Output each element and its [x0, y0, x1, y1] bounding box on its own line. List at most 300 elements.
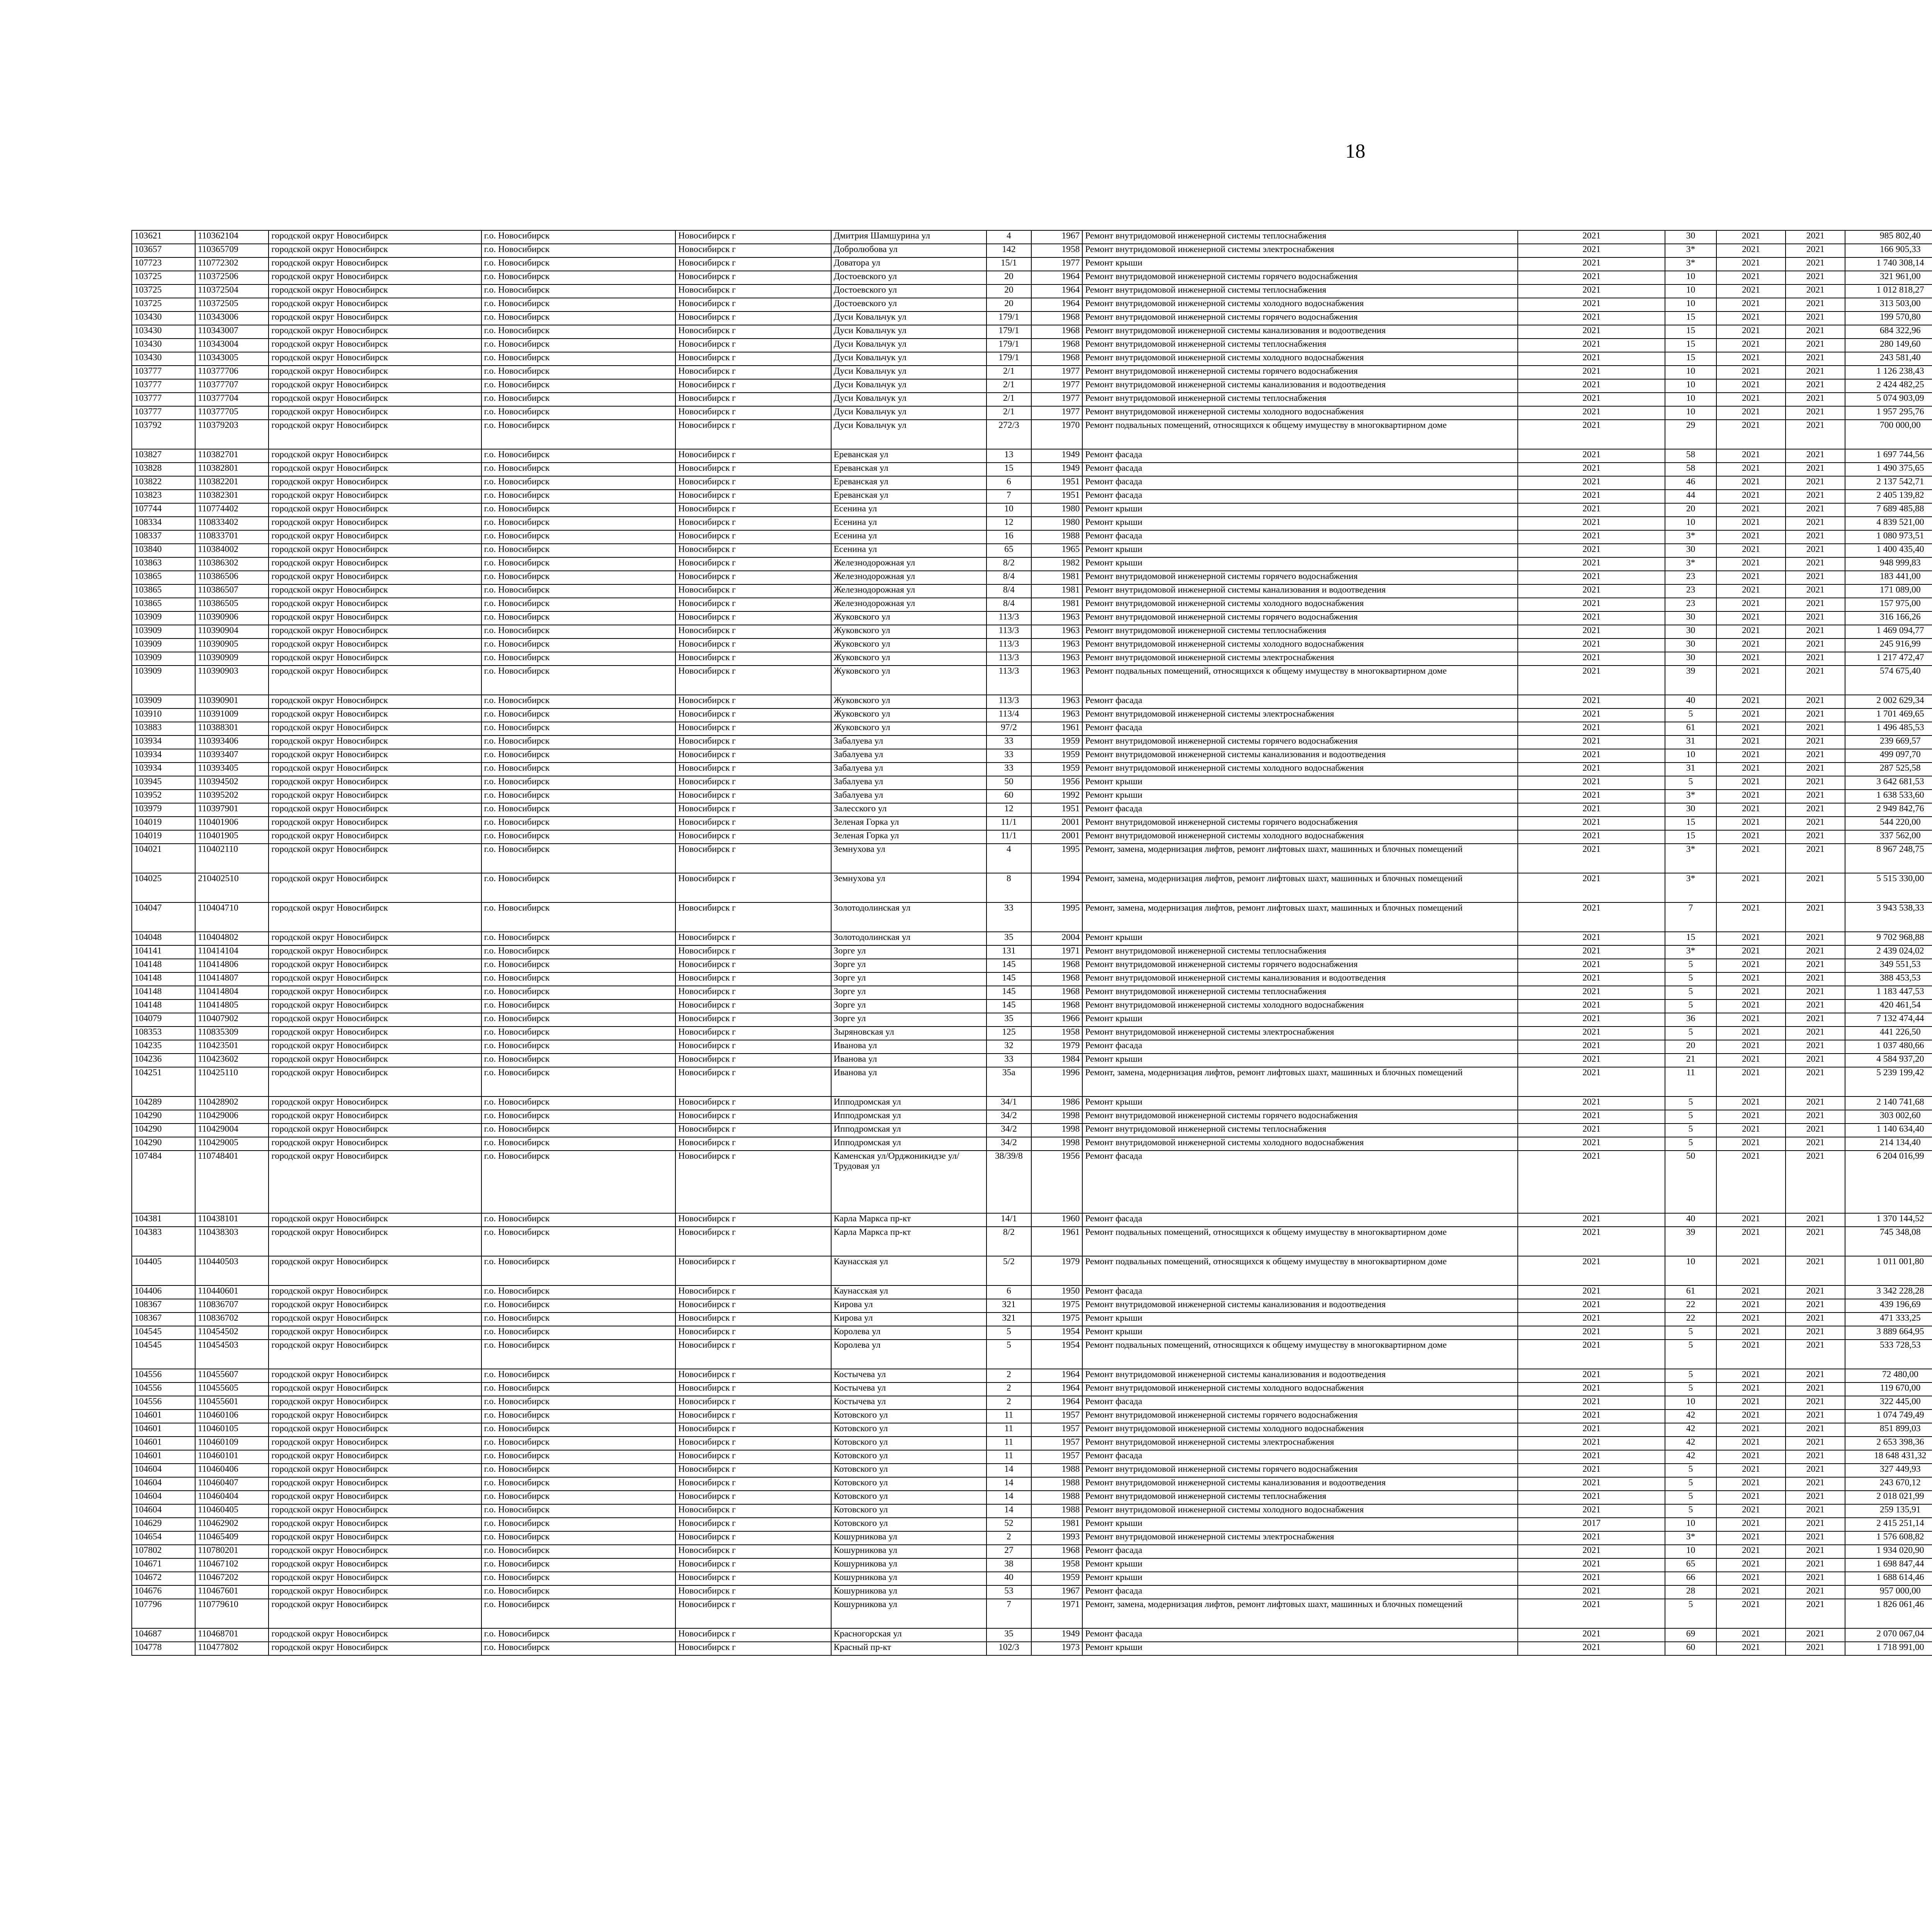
plan-year-cell: 2021 [1518, 1124, 1665, 1137]
build-year-cell: 1982 [1031, 557, 1082, 571]
build-year-cell: 1988 [1031, 1504, 1082, 1518]
wear-percent-cell: 66 [1665, 1572, 1716, 1585]
house-number-cell: 11/1 [986, 817, 1031, 830]
build-year-cell: 1980 [1031, 503, 1082, 517]
street-cell: Котовского ул [831, 1423, 986, 1437]
plan-year-cell: 2021 [1518, 463, 1665, 476]
municipality-cell: г.о. Новосибирск [481, 763, 676, 776]
street-cell: Достоевского ул [831, 271, 986, 284]
municipal-district-cell: городской округ Новосибирск [269, 1450, 481, 1464]
locality-cell: Новосибирск г [675, 844, 831, 873]
street-cell: Кошурникова ул [831, 1558, 986, 1572]
municipal-district-cell: городской округ Новосибирск [269, 959, 481, 972]
table-row [132, 379, 1932, 393]
municipal-district-cell: городской округ Новосибирск [269, 611, 481, 625]
work-id-cell: 110390904 [195, 625, 269, 638]
wear-percent-cell: 30 [1665, 652, 1716, 666]
plan-year-cell: 2021 [1518, 449, 1665, 463]
plan-year-cell: 2021 [1518, 972, 1665, 986]
house-id-cell: 104148 [132, 972, 195, 986]
house-id-cell: 108353 [132, 1027, 195, 1040]
street-cell: Иванова ул [831, 1040, 986, 1054]
end-year-cell: 2021 [1786, 1531, 1845, 1545]
wear-percent-cell: 5 [1665, 1110, 1716, 1124]
municipal-district-cell: городской округ Новосибирск [269, 945, 481, 959]
work-id-cell: 110386507 [195, 584, 269, 598]
build-year-cell: 1949 [1031, 463, 1082, 476]
table-row [132, 1410, 1932, 1423]
work-id-cell: 110460407 [195, 1477, 269, 1491]
end-year-cell: 2021 [1786, 584, 1845, 598]
house-id-cell: 104290 [132, 1110, 195, 1124]
build-year-cell: 1951 [1031, 490, 1082, 503]
municipality-cell: г.о. Новосибирск [481, 420, 676, 449]
house-number-cell: 179/1 [986, 352, 1031, 366]
municipal-district-cell: городской округ Новосибирск [269, 1369, 481, 1382]
start-year-cell: 2021 [1716, 1299, 1786, 1313]
house-number-cell: 12 [986, 517, 1031, 530]
wear-percent-cell: 15 [1665, 352, 1716, 366]
municipality-cell: г.о. Новосибирск [481, 1558, 676, 1572]
plan-year-cell: 2021 [1518, 1545, 1665, 1558]
locality-cell: Новосибирск г [675, 666, 831, 695]
municipal-district-cell: городской округ Новосибирск [269, 1340, 481, 1369]
work-type-cell: Ремонт внутридомовой инженерной системы электроснабжения [1082, 652, 1518, 666]
municipality-cell: г.о. Новосибирск [481, 1256, 676, 1285]
street-cell: Жуковского ул [831, 625, 986, 638]
wear-percent-cell: 5 [1665, 1027, 1716, 1040]
locality-cell: Новосибирск г [675, 312, 831, 325]
work-type-cell: Ремонт подвальных помещений, относящихся к общему имуществу в многоквартирном доме [1082, 420, 1518, 449]
house-number-cell: 2 [986, 1382, 1031, 1396]
table-row [132, 325, 1932, 339]
build-year-cell: 1963 [1031, 695, 1082, 708]
wear-percent-cell: 39 [1665, 666, 1716, 695]
build-year-cell: 1981 [1031, 598, 1082, 611]
house-id-cell: 104251 [132, 1067, 195, 1096]
municipality-cell: г.о. Новосибирск [481, 1137, 676, 1151]
wear-percent-cell: 39 [1665, 1227, 1716, 1256]
wear-percent-cell: 5 [1665, 1096, 1716, 1110]
work-type-cell: Ремонт внутридомовой инженерной системы горячего водоснабжения [1082, 817, 1518, 830]
work-type-cell: Ремонт, замена, модернизация лифтов, ремонт лифтовых шахт, машинных и блочных помещений [1082, 873, 1518, 902]
table-row [132, 1299, 1932, 1313]
house-id-cell: 104556 [132, 1369, 195, 1382]
end-year-cell: 2021 [1786, 959, 1845, 972]
build-year-cell: 1959 [1031, 735, 1082, 749]
municipal-district-cell: городской округ Новосибирск [269, 1285, 481, 1299]
house-number-cell: 20 [986, 298, 1031, 312]
work-type-cell: Ремонт внутридомовой инженерной системы теплоснабжения [1082, 230, 1518, 244]
locality-cell: Новосибирск г [675, 393, 831, 406]
end-year-cell: 2021 [1786, 1545, 1845, 1558]
build-year-cell: 1968 [1031, 986, 1082, 999]
table-row [132, 1054, 1932, 1067]
build-year-cell: 1957 [1031, 1423, 1082, 1437]
plan-year-cell: 2021 [1518, 1585, 1665, 1599]
work-id-cell: 110379203 [195, 420, 269, 449]
table-row [132, 708, 1932, 722]
table-row [132, 1599, 1932, 1628]
plan-year-cell: 2021 [1518, 284, 1665, 298]
work-id-cell: 110455607 [195, 1369, 269, 1382]
municipal-district-cell: городской округ Новосибирск [269, 830, 481, 844]
end-year-cell: 2021 [1786, 598, 1845, 611]
total-cost-cell: 1 934 020,90 [1845, 1545, 1932, 1558]
work-id-cell: 110833402 [195, 517, 269, 530]
work-type-cell: Ремонт крыши [1082, 1326, 1518, 1340]
house-number-cell: 34/2 [986, 1110, 1031, 1124]
start-year-cell: 2021 [1716, 476, 1786, 490]
start-year-cell: 2021 [1716, 366, 1786, 379]
build-year-cell: 2004 [1031, 932, 1082, 945]
wear-percent-cell: 10 [1665, 517, 1716, 530]
work-id-cell: 110393405 [195, 763, 269, 776]
start-year-cell: 2021 [1716, 1040, 1786, 1054]
municipality-cell: г.о. Новосибирск [481, 695, 676, 708]
street-cell: Карла Маркса пр-кт [831, 1213, 986, 1227]
start-year-cell: 2021 [1716, 1572, 1786, 1585]
municipality-cell: г.о. Новосибирск [481, 1027, 676, 1040]
municipality-cell: г.о. Новосибирск [481, 652, 676, 666]
table-row [132, 1558, 1932, 1572]
street-cell: Котовского ул [831, 1437, 986, 1450]
end-year-cell: 2021 [1786, 1256, 1845, 1285]
street-cell: Достоевского ул [831, 298, 986, 312]
work-id-cell: 110467102 [195, 1558, 269, 1572]
end-year-cell: 2021 [1786, 1504, 1845, 1518]
total-cost-cell: 157 975,00 [1845, 598, 1932, 611]
house-number-cell: 2/1 [986, 379, 1031, 393]
locality-cell: Новосибирск г [675, 284, 831, 298]
locality-cell: Новосибирск г [675, 339, 831, 352]
work-type-cell: Ремонт фасада [1082, 476, 1518, 490]
work-type-cell: Ремонт фасада [1082, 695, 1518, 708]
house-number-cell: 321 [986, 1299, 1031, 1313]
municipal-district-cell: городской округ Новосибирск [269, 1464, 481, 1477]
build-year-cell: 1966 [1031, 1013, 1082, 1027]
plan-year-cell: 2021 [1518, 1256, 1665, 1285]
locality-cell: Новосибирск г [675, 584, 831, 598]
work-type-cell: Ремонт внутридомовой инженерной системы теплоснабжения [1082, 1491, 1518, 1504]
house-id-cell: 103945 [132, 776, 195, 790]
total-cost-cell: 2 070 067,04 [1845, 1628, 1932, 1642]
end-year-cell: 2021 [1786, 1410, 1845, 1423]
wear-percent-cell: 15 [1665, 339, 1716, 352]
end-year-cell: 2021 [1786, 638, 1845, 652]
work-id-cell: 110429005 [195, 1137, 269, 1151]
work-id-cell: 110372506 [195, 271, 269, 284]
plan-year-cell: 2021 [1518, 735, 1665, 749]
build-year-cell: 1964 [1031, 298, 1082, 312]
work-id-cell: 110454503 [195, 1340, 269, 1369]
house-id-cell: 104604 [132, 1504, 195, 1518]
municipal-district-cell: городской округ Новосибирск [269, 1096, 481, 1110]
end-year-cell: 2021 [1786, 1054, 1845, 1067]
end-year-cell: 2021 [1786, 544, 1845, 557]
municipality-cell: г.о. Новосибирск [481, 735, 676, 749]
end-year-cell: 2021 [1786, 932, 1845, 945]
municipality-cell: г.о. Новосибирск [481, 708, 676, 722]
locality-cell: Новосибирск г [675, 1628, 831, 1642]
wear-percent-cell: 3* [1665, 945, 1716, 959]
start-year-cell: 2021 [1716, 230, 1786, 244]
house-number-cell: 131 [986, 945, 1031, 959]
locality-cell: Новосибирск г [675, 1437, 831, 1450]
house-number-cell: 5 [986, 1326, 1031, 1340]
build-year-cell: 1977 [1031, 406, 1082, 420]
house-id-cell: 104019 [132, 817, 195, 830]
build-year-cell: 1954 [1031, 1326, 1082, 1340]
house-id-cell: 104079 [132, 1013, 195, 1027]
work-type-cell: Ремонт крыши [1082, 503, 1518, 517]
house-number-cell: 15/1 [986, 257, 1031, 271]
build-year-cell: 1964 [1031, 1382, 1082, 1396]
end-year-cell: 2021 [1786, 1040, 1845, 1054]
wear-percent-cell: 42 [1665, 1437, 1716, 1450]
work-type-cell: Ремонт внутридомовой инженерной системы холодного водоснабжения [1082, 1504, 1518, 1518]
locality-cell: Новосибирск г [675, 1027, 831, 1040]
municipality-cell: г.о. Новосибирск [481, 999, 676, 1013]
table-body [132, 230, 1932, 1655]
build-year-cell: 1964 [1031, 284, 1082, 298]
locality-cell: Новосибирск г [675, 986, 831, 999]
work-type-cell: Ремонт внутридомовой инженерной системы холодного водоснабжения [1082, 1423, 1518, 1437]
plan-year-cell: 2021 [1518, 544, 1665, 557]
work-id-cell: 110372505 [195, 298, 269, 312]
wear-percent-cell: 15 [1665, 312, 1716, 325]
municipality-cell: г.о. Новосибирск [481, 1340, 676, 1369]
house-id-cell: 104604 [132, 1491, 195, 1504]
end-year-cell: 2021 [1786, 1599, 1845, 1628]
end-year-cell: 2021 [1786, 284, 1845, 298]
locality-cell: Новосибирск г [675, 406, 831, 420]
total-cost-cell: 1 037 480,66 [1845, 1040, 1932, 1054]
work-type-cell: Ремонт, замена, модернизация лифтов, ремонт лифтовых шахт, машинных и блочных помещений [1082, 902, 1518, 932]
start-year-cell: 2021 [1716, 1464, 1786, 1477]
house-id-cell: 108367 [132, 1299, 195, 1313]
end-year-cell: 2021 [1786, 1137, 1845, 1151]
work-type-cell: Ремонт внутридомовой инженерной системы горячего водоснабжения [1082, 1110, 1518, 1124]
work-type-cell: Ремонт фасада [1082, 463, 1518, 476]
house-number-cell: 27 [986, 1545, 1031, 1558]
work-type-cell: Ремонт внутридомовой инженерной системы теплоснабжения [1082, 393, 1518, 406]
municipality-cell: г.о. Новосибирск [481, 776, 676, 790]
municipal-district-cell: городской округ Новосибирск [269, 503, 481, 517]
house-id-cell: 104687 [132, 1628, 195, 1642]
total-cost-cell: 7 689 485,88 [1845, 503, 1932, 517]
house-number-cell: 33 [986, 749, 1031, 763]
work-type-cell: Ремонт внутридомовой инженерной системы холодного водоснабжения [1082, 830, 1518, 844]
municipal-district-cell: городской округ Новосибирск [269, 844, 481, 873]
street-cell: Иванова ул [831, 1067, 986, 1096]
table-row [132, 1464, 1932, 1477]
house-number-cell: 16 [986, 530, 1031, 544]
municipality-cell: г.о. Новосибирск [481, 244, 676, 257]
start-year-cell: 2021 [1716, 945, 1786, 959]
locality-cell: Новосибирск г [675, 230, 831, 244]
street-cell: Каунасская ул [831, 1285, 986, 1299]
house-number-cell: 125 [986, 1027, 1031, 1040]
end-year-cell: 2021 [1786, 571, 1845, 584]
house-id-cell: 103621 [132, 230, 195, 244]
plan-year-cell: 2021 [1518, 1326, 1665, 1340]
start-year-cell: 2021 [1716, 1628, 1786, 1642]
end-year-cell: 2021 [1786, 652, 1845, 666]
plan-year-cell: 2021 [1518, 817, 1665, 830]
work-id-cell: 110362104 [195, 230, 269, 244]
work-type-cell: Ремонт подвальных помещений, относящихся к общему имуществу в многоквартирном доме [1082, 1227, 1518, 1256]
table-row [132, 1151, 1932, 1213]
street-cell: Дуси Ковальчук ул [831, 393, 986, 406]
build-year-cell: 1971 [1031, 1599, 1082, 1628]
house-id-cell: 104148 [132, 999, 195, 1013]
table-row [132, 1477, 1932, 1491]
municipality-cell: г.о. Новосибирск [481, 666, 676, 695]
work-id-cell: 110438101 [195, 1213, 269, 1227]
house-id-cell: 108337 [132, 530, 195, 544]
end-year-cell: 2021 [1786, 844, 1845, 873]
start-year-cell: 2021 [1716, 1110, 1786, 1124]
street-cell: Дуси Ковальчук ул [831, 352, 986, 366]
municipality-cell: г.о. Новосибирск [481, 844, 676, 873]
street-cell: Достоевского ул [831, 284, 986, 298]
wear-percent-cell: 40 [1665, 695, 1716, 708]
total-cost-cell: 441 226,50 [1845, 1027, 1932, 1040]
house-number-cell: 35 [986, 1013, 1031, 1027]
build-year-cell: 1957 [1031, 1450, 1082, 1464]
work-type-cell: Ремонт подвальных помещений, относящихся к общему имуществу в многоквартирном доме [1082, 1340, 1518, 1369]
start-year-cell: 2021 [1716, 312, 1786, 325]
table-row [132, 652, 1932, 666]
plan-year-cell: 2021 [1518, 1096, 1665, 1110]
table-row [132, 844, 1932, 873]
street-cell: Котовского ул [831, 1491, 986, 1504]
house-number-cell: 8/4 [986, 584, 1031, 598]
plan-year-cell: 2021 [1518, 1369, 1665, 1382]
plan-year-cell: 2021 [1518, 749, 1665, 763]
house-id-cell: 107484 [132, 1151, 195, 1213]
locality-cell: Новосибирск г [675, 1124, 831, 1137]
total-cost-cell: 72 480,00 [1845, 1369, 1932, 1382]
plan-year-cell: 2021 [1518, 271, 1665, 284]
municipal-district-cell: городской округ Новосибирск [269, 652, 481, 666]
build-year-cell: 1958 [1031, 1027, 1082, 1040]
house-number-cell: 113/3 [986, 666, 1031, 695]
house-number-cell: 13 [986, 449, 1031, 463]
table-row [132, 695, 1932, 708]
street-cell: Кошурникова ул [831, 1585, 986, 1599]
end-year-cell: 2021 [1786, 406, 1845, 420]
house-id-cell: 103909 [132, 666, 195, 695]
total-cost-cell: 948 999,83 [1845, 557, 1932, 571]
total-cost-cell: 1 718 991,00 [1845, 1642, 1932, 1655]
build-year-cell: 1998 [1031, 1110, 1082, 1124]
end-year-cell: 2021 [1786, 393, 1845, 406]
total-cost-cell: 1 638 533,60 [1845, 790, 1932, 803]
table-row [132, 1110, 1932, 1124]
street-cell: Ипподромская ул [831, 1096, 986, 1110]
house-number-cell: 35 [986, 1628, 1031, 1642]
work-id-cell: 110455601 [195, 1396, 269, 1410]
work-type-cell: Ремонт внутридомовой инженерной системы горячего водоснабжения [1082, 1464, 1518, 1477]
start-year-cell: 2021 [1716, 1491, 1786, 1504]
municipality-cell: г.о. Новосибирск [481, 339, 676, 352]
plan-year-cell: 2021 [1518, 1213, 1665, 1227]
house-id-cell: 108367 [132, 1313, 195, 1326]
work-id-cell: 110386302 [195, 557, 269, 571]
work-id-cell: 110377704 [195, 393, 269, 406]
total-cost-cell: 388 453,53 [1845, 972, 1932, 986]
street-cell: Котовского ул [831, 1477, 986, 1491]
start-year-cell: 2021 [1716, 571, 1786, 584]
municipal-district-cell: городской округ Новосибирск [269, 999, 481, 1013]
municipality-cell: г.о. Новосибирск [481, 932, 676, 945]
municipality-cell: г.о. Новосибирск [481, 1151, 676, 1213]
wear-percent-cell: 29 [1665, 420, 1716, 449]
street-cell: Костычева ул [831, 1396, 986, 1410]
end-year-cell: 2021 [1786, 625, 1845, 638]
end-year-cell: 2021 [1786, 1423, 1845, 1437]
municipal-district-cell: городской округ Новосибирск [269, 449, 481, 463]
build-year-cell: 1975 [1031, 1313, 1082, 1326]
municipal-district-cell: городской округ Новосибирск [269, 379, 481, 393]
total-cost-cell: 851 899,03 [1845, 1423, 1932, 1437]
table-row [132, 902, 1932, 932]
end-year-cell: 2021 [1786, 1585, 1845, 1599]
municipal-district-cell: городской округ Новосибирск [269, 463, 481, 476]
municipality-cell: г.о. Новосибирск [481, 517, 676, 530]
house-id-cell: 104148 [132, 986, 195, 999]
start-year-cell: 2021 [1716, 803, 1786, 817]
total-cost-cell: 1 957 295,76 [1845, 406, 1932, 420]
start-year-cell: 2021 [1716, 1518, 1786, 1531]
start-year-cell: 2021 [1716, 1213, 1786, 1227]
table-row [132, 1124, 1932, 1137]
municipality-cell: г.о. Новосибирск [481, 584, 676, 598]
wear-percent-cell: 15 [1665, 817, 1716, 830]
municipality-cell: г.о. Новосибирск [481, 1096, 676, 1110]
work-type-cell: Ремонт внутридомовой инженерной системы электроснабжения [1082, 1531, 1518, 1545]
wear-percent-cell: 3* [1665, 257, 1716, 271]
house-number-cell: 15 [986, 463, 1031, 476]
work-id-cell: 110393406 [195, 735, 269, 749]
build-year-cell: 1968 [1031, 959, 1082, 972]
table-row [132, 790, 1932, 803]
table-row [132, 873, 1932, 902]
table-row [132, 530, 1932, 544]
house-id-cell: 104601 [132, 1450, 195, 1464]
end-year-cell: 2021 [1786, 230, 1845, 244]
start-year-cell: 2021 [1716, 986, 1786, 999]
municipal-district-cell: городской округ Новосибирск [269, 763, 481, 776]
work-type-cell: Ремонт внутридомовой инженерной системы электроснабжения [1082, 1027, 1518, 1040]
work-type-cell: Ремонт крыши [1082, 257, 1518, 271]
locality-cell: Новосибирск г [675, 1464, 831, 1477]
start-year-cell: 2021 [1716, 325, 1786, 339]
house-number-cell: 14 [986, 1477, 1031, 1491]
house-id-cell: 104141 [132, 945, 195, 959]
start-year-cell: 2021 [1716, 406, 1786, 420]
municipal-district-cell: городской округ Новосибирск [269, 1110, 481, 1124]
street-cell: Жуковского ул [831, 638, 986, 652]
municipality-cell: г.о. Новосибирск [481, 1285, 676, 1299]
locality-cell: Новосибирск г [675, 1369, 831, 1382]
municipal-district-cell: городской округ Новосибирск [269, 625, 481, 638]
total-cost-cell: 1 576 608,82 [1845, 1531, 1932, 1545]
house-id-cell: 103725 [132, 271, 195, 284]
municipal-district-cell: городской округ Новосибирск [269, 803, 481, 817]
